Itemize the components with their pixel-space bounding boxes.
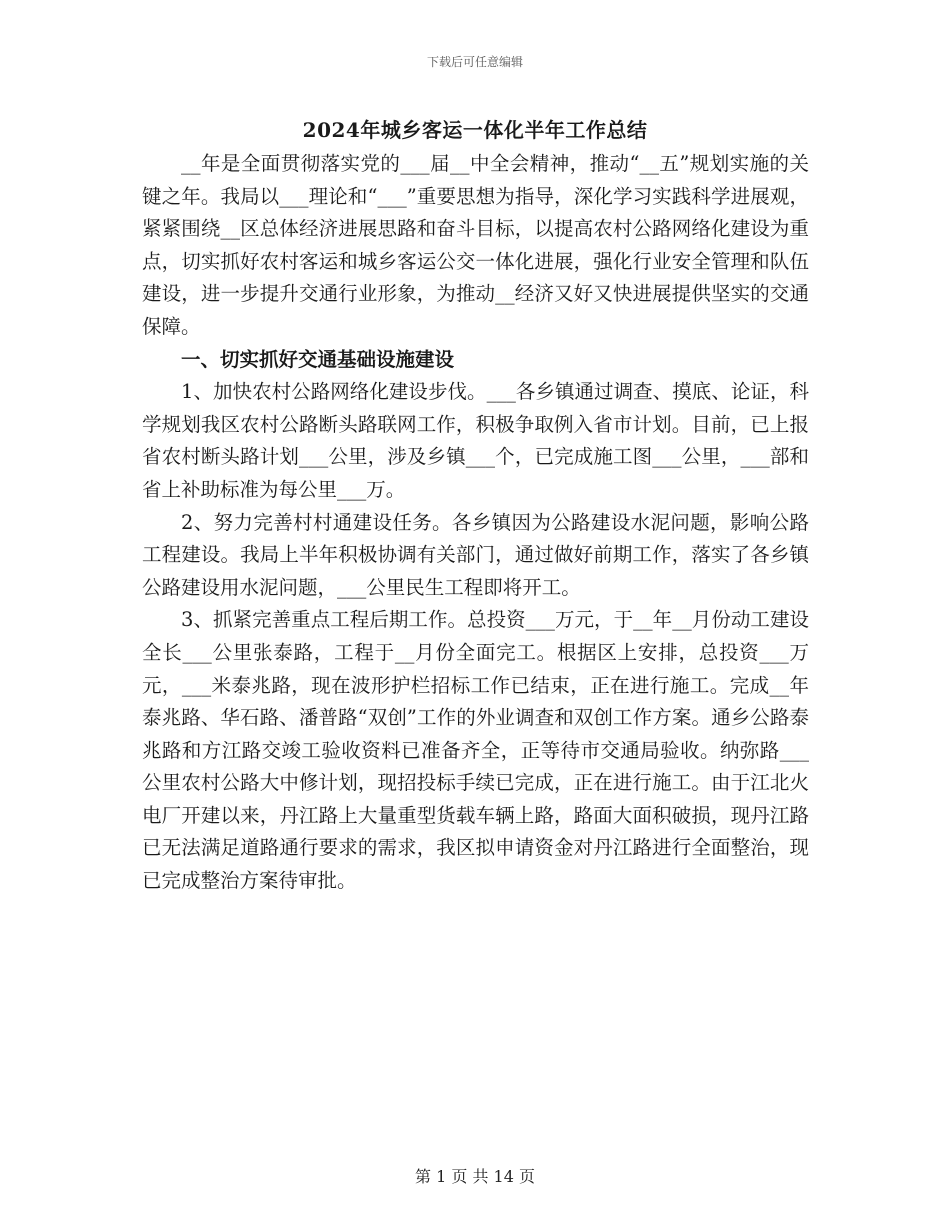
item-paragraph-3: 3、抓紧完善重点工程后期工作。总投资___万元，于__年__月份动工建设全长___公里张泰路，工程于__月份全面完工。根据区上安排，总投资___万元，___米泰兆路，现在波形护栏招标工作已结束，正在进行施工。完成__年泰兆路、华石路、潘普路“双创”工作的外业调查和双创工作方案。通乡公路泰兆路和方江路交竣工验收资料已准备齐全，正等待市交通局验收。纳弥路___公里农村公路大中修计划，现招投标手续已完成，正在进行施工。由于江北火电厂开建以来，丹江路上大量重型货载车辆上路，路面大面积破损，现丹江路已无法满足道路通行要求的需求，我区拟申请资金对丹江路进行全面整治，现已完成整治方案待审批。	[142, 608, 809, 893]
header-note: 下载后可任意编辑	[426, 55, 523, 69]
page-footer: 第 1 页 共 14 页	[415, 1167, 535, 1186]
document-body	[142, 148, 809, 898]
document-title: 2024年城乡客运一体化半年工作总结	[302, 118, 648, 142]
item-paragraph-1: 1、加快农村公路网络化建设步伐。___各乡镇通过调查、摸底、论证，科学规划我区农村公路断头路联网工作，积极争取例入省市计划。目前，已上报省农村断头路计划___公里，涉及乡镇___个，已完成施工图___公里，___部和省上补助标准为每公里___万。	[142, 380, 809, 501]
item-paragraph-2: 2、努力完善村村通建设任务。各乡镇因为公路建设水泥问题，影响公路工程建设。我局上半年积极协调有关部门，通过做好前期工作，落实了各乡镇公路建设用水泥问题，___公里民生工程即将开工。	[142, 510, 809, 599]
section-heading: 一、切实抓好交通基础设施建设	[181, 347, 455, 371]
intro-paragraph: __年是全面贯彻落实党的___届__中全会精神，推动“__五”规划实施的关键之年。我局以___理论和“___”重要思想为指导，深化学习实践科学进展观，紧紧围绕__区总体经济进展思路和奋斗目标，以提高农村公路网络化建设为重点，切实抓好农村客运和城乡客运公交一体化进展，强化行业安全管理和队伍建设，进一步提升交通行业形象，为推动__经济又好又快进展提供坚实的交通保障。	[142, 152, 809, 338]
